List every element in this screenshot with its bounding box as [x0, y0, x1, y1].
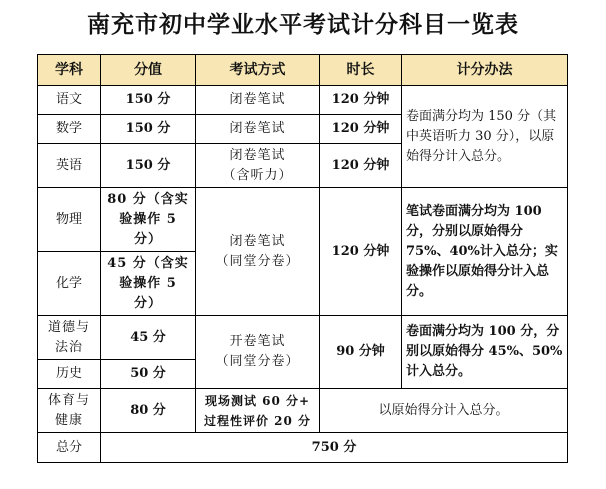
- duration-math: 120 分钟: [320, 115, 402, 144]
- scoring-table: [37, 54, 568, 463]
- subject-english: 英语: [38, 144, 101, 188]
- subject-morality: 道德与 法治: [38, 316, 101, 360]
- header-subject: 学科: [38, 55, 101, 86]
- table-row-morality: [38, 316, 568, 360]
- score-physics: 80 分（含实 验操作 5 分）: [101, 188, 196, 252]
- duration-chinese: 120 分钟: [320, 86, 402, 115]
- format-humanities: 开卷笔试 （同堂分卷）: [196, 316, 320, 389]
- format-math: 闭卷笔试: [196, 115, 320, 144]
- method-main: 卷面满分均为 150 分（其中英语听力 30 分），以原始得分计入总分。: [402, 86, 568, 188]
- subject-total: 总分: [38, 433, 101, 463]
- method-pe: 以原始得分计入总分。: [320, 389, 568, 433]
- method-science: 笔试卷面满分均为 100 分，分别以原始得分 75%、40%计入总分；实验操作以原始得分计入总分。: [402, 188, 568, 316]
- subject-chinese: 语文: [38, 86, 101, 115]
- subject-chemistry: 化学: [38, 252, 101, 316]
- table-row-chinese: [38, 86, 568, 115]
- subject-history: 历史: [38, 360, 101, 389]
- score-chinese: 150 分: [101, 86, 196, 115]
- page-title: 南充市初中学业水平考试计分科目一览表: [87, 12, 519, 38]
- score-pe: 80 分: [101, 389, 196, 433]
- subject-math: 数学: [38, 115, 101, 144]
- header-method: 计分办法: [402, 55, 568, 86]
- table-row-total: [38, 433, 568, 463]
- duration-english: 120 分钟: [320, 144, 402, 188]
- score-total: 750 分: [101, 433, 568, 463]
- score-english: 150 分: [101, 144, 196, 188]
- score-morality: 45 分: [101, 316, 196, 360]
- header-duration: 时长: [320, 55, 402, 86]
- format-english: 闭卷笔试 （含听力）: [196, 144, 320, 188]
- score-math: 150 分: [101, 115, 196, 144]
- table-row-physics: [38, 188, 568, 252]
- subject-physics: 物理: [38, 188, 101, 252]
- duration-science: 120 分钟: [320, 188, 402, 316]
- format-pe: 现场测试 60 分+ 过程性评价 20 分: [196, 389, 320, 433]
- subject-pe: 体育与 健康: [38, 389, 101, 433]
- format-chinese: 闭卷笔试: [196, 86, 320, 115]
- table-row-pe: [38, 389, 568, 433]
- score-chemistry: 45 分（含实 验操作 5 分）: [101, 252, 196, 316]
- header-score: 分值: [101, 55, 196, 86]
- header-format: 考试方式: [196, 55, 320, 86]
- header-row: [38, 55, 568, 86]
- format-science: 闭卷笔试 （同堂分卷）: [196, 188, 320, 316]
- score-history: 50 分: [101, 360, 196, 389]
- duration-humanities: 90 分钟: [320, 316, 402, 389]
- method-humanities: 卷面满分均为 100 分，分别以原始得分 45%、50%计入总分。: [402, 316, 568, 389]
